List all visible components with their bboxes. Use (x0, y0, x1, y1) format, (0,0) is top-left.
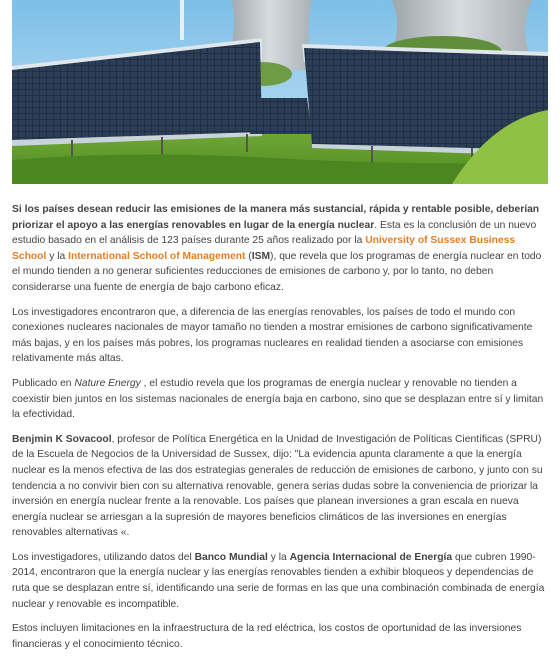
article-paragraph-2: Los investigadores encontraron que, a diferencia de las energías renovables, los países de todo el mundo con conexiones nucleares nacionales de mayor tamaño no tienden a mostrar emisiones de carbono significativamente más bajas, y en los países más pobres, los programas nucleares en realidad tienden a asociarse con emisiones relativamente más altas. (12, 306, 533, 365)
article-paragraph-intro (12, 202, 548, 296)
quote-author: Benjmin K Sovacool (12, 433, 112, 445)
p5-text-3: que cubren 1990-2014, encontraron que la energía nuclear y las energías renovables tienden a exhibir bloqueos y dependencias de ruta que se desplazan entre sí, identificando una serie de formas en las que una combinación combinada de energía nuclear y renovable es incompatible. (12, 551, 545, 610)
article-paragraph-3 (12, 376, 548, 423)
intro-abbr-ism: ISM (251, 250, 271, 262)
journal-name: Nature Energy (74, 377, 141, 389)
intro-text-1: . Esta es la conclusión de un nuevo estudio basado en el análisis de 123 países durante 25 años realizado por la (12, 219, 537, 247)
org-iea: Agencia Internacional de Energía (289, 551, 453, 563)
intro-text-3: ( (245, 250, 252, 262)
p3-text-2: , el estudio revela que los programas de energía nuclear y renovable no tienden a coexistir bien juntos en los sistemas nacionales de energía baja en carbono, sino que se desplazan entre sí y limitan la efectividad. (12, 377, 544, 421)
intro-text-4: ), que revela que los programas de energía nuclear en todo el mundo tienden a no generar suficientes reducciones de emisiones de carbono y, por lo tanto, no deben considerarse una fuente de energía de bajo carbono eficaz. (12, 250, 542, 293)
article-paragraph-6: Estos incluyen limitaciones en la infraestructura de la red eléctrica, los costos de oportunidad de las inversiones financieras y el conocimiento técnico. (12, 623, 522, 650)
p5-text-1: Los investigadores, utilizando datos del (12, 551, 195, 563)
article-paragraph-5 (12, 550, 548, 612)
intro-text-2: y la (46, 250, 69, 262)
solar-farm-photo-icon (12, 0, 548, 184)
hero-image (12, 0, 548, 184)
intro-lead: Si los países desean reducir las emisiones de la manera más sustancial, rápida y rentable posible, deberían priorizar el apoyo a las energías renovables en lugar de la energía nuclear (12, 204, 540, 231)
link-university-of-sussex[interactable]: University of Sussex Business School (12, 235, 516, 262)
p3-text-1: Publicado en (12, 377, 75, 389)
org-world-bank: Banco Mundial (194, 551, 268, 563)
link-international-school-of-management[interactable]: International School of Management (68, 250, 246, 262)
article-body (12, 202, 548, 661)
quote-text: , profesor de Política Energética en la Unidad de Investigación de Políticas Científicas (SPRU) de la Escuela de Negocios de la Universidad de Sussex, dijo: "La evidencia apunta claramente a que la energía nuclear es la menos efectiva de las dos estrategias generales de reducción de emisiones de carbono, y junto con su tendencia a no convivir bien con su alternativa renovable, genera serias dudas sobre la conveniencia de priorizar la inversión en energía nuclear frente a la renovable. Los países que planean inversiones a gran escala en nueva energía nuclear se arriesgan a la supresión de mayores beneficios climáticos de las inversiones en energías renovables alternativas «. (12, 433, 543, 539)
article-paragraph-quote (12, 432, 548, 541)
p5-text-2: y la (267, 551, 290, 563)
